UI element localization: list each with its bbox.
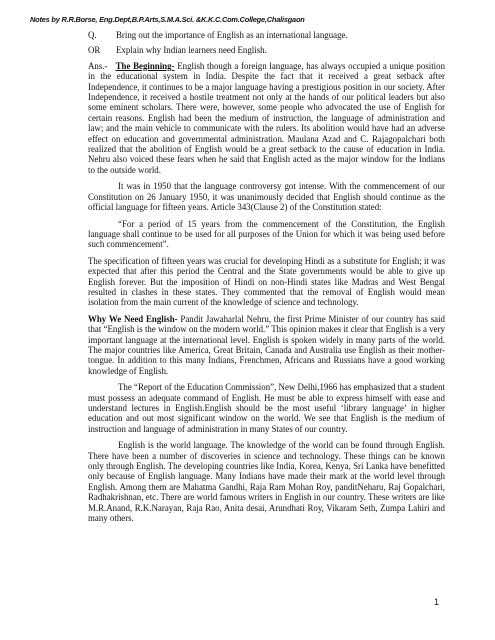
section-heading-why-english: Why We Need English- — [88, 313, 178, 324]
answer-label: Ans.- — [88, 60, 108, 71]
alt-question-line — [88, 45, 445, 55]
answer-paragraph-4 — [88, 314, 445, 376]
page-header: Notes by R.R.Borse, Eng.Dept,B.P.Arts,S.M.A.Sci. &K.K.C.Com.College,Chalisgaon — [30, 15, 305, 24]
constitution-quote: “For a period of 15 years from the commencement of the Constitution, the English language shall continue to be used for all purposes of the Union for which it was being used before such commencement”. — [88, 218, 445, 250]
answer-text-4: Pandit Jawaharlal Nehru, the first Prime Minister of our country has said that “English is the window on the modern world.” This opinion makes it clear that English is a very important language at the international level. English is spoken widely in many parts of the world. The major countries like America, Great Britain, Canada and Australia use English as their mother-tongue. In addition to this many Indians, Frenchmen, Africans and Russians have a good working knowledge of English. — [88, 313, 445, 376]
answer-text-1: English though a foreign language, has always occupied a unique position in the educational system in India. Despite the fact that it received a great setback after Independence, it continues to be a major language having a prestigious position in our society. After Independence, it received a hostile treatment not only at the hands of our political leaders but also some eminent scholars. There were, however, some people who advocated the use of English for certain reasons. English had been the medium of instruction, the language of administration and law; and the main vehicle to communicate with the rulers. Its abolition would have had an adverse effect on education and governmental administration. Maulana Azad and C. Rajagopalchari both realized that the abolition of English would be a great setback to the cause of education in India. Nehru also voiced these fears when he said that English acted as the major window for the Indians to the outside world. — [88, 60, 446, 175]
page-number: 1 — [433, 597, 439, 607]
answer-paragraph-5: The “Report of the Education Commission”, New Delhi,1966 has emphasized that a student must possess an adequate command of English. He must be able to express himself with ease and understand lectures in English.English should be the most useful ‘library language’ in higher education and out most significant window on the world. We see that English is the medium of instruction and language of administration in many States of our country. — [88, 382, 445, 434]
answer-paragraph-3: The specification of fifteen years was crucial for developing Hindi as a substitute for English; it was expected that after this period the Central and the State governments would be able to give up English forever. But the imposition of Hindi on non-Hindi states like Madras and West Bengal resulted in clashes in these states. They commented that the removal of English would mean isolation from the main current of the knowledge of science and technology. — [88, 255, 445, 308]
document-body — [88, 30, 445, 529]
answer-paragraph-1 — [88, 61, 445, 175]
section-heading-beginning: The Beginning- — [115, 60, 175, 71]
answer-paragraph-2: It was in 1950 that the language controversy got intense. With the commencement of our Constitution on 26 January 1950, it was unanimously decided that English should continue as the official language for fifteen years. Article 343(Clause 2) of the Constitution stated: — [88, 181, 445, 213]
alt-question-label: OR — [88, 45, 101, 56]
question-text: Bring out the importance of English as an international language. — [116, 30, 348, 40]
alt-question-text: Explain why Indian learners need English. — [116, 45, 267, 56]
answer-paragraph-6: English is the world language. The knowledge of the world can be found through English. There have been a number of discoveries in science and technology. These things can be known only through English. The developing countries like India, Korea, Kenya, Sri Lanka have benefitted only because of English language. Many Indians have made their mark at the world level through English. Among them are Mahatma Gandhi, Raja Ram Mohan Roy, panditNeharu, Raj Gopalchari, Radhakrishnan, etc. There are world famous writers in English in our country. These writers are like M.R.Anand, R.K.Narayan, Raja Rao, Anita desai, Arundhati Roy, Vikaram Seth, Zumpa Lahiri and many others. — [88, 440, 445, 524]
question-line — [88, 30, 445, 40]
question-label: Q. — [88, 30, 97, 40]
